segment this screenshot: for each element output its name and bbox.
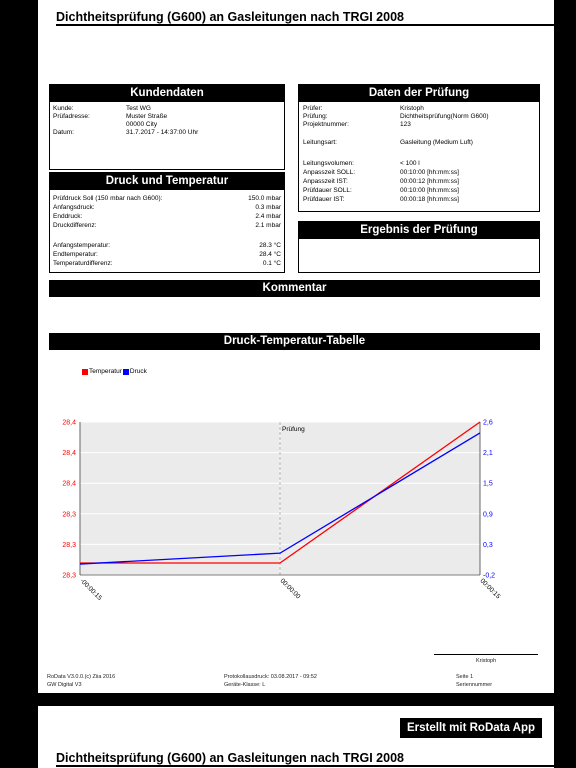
druck-temperatur-chart bbox=[38, 410, 554, 620]
row-value: 28.4 °C bbox=[259, 251, 281, 258]
x-axis-tick-label: 00:00:15 bbox=[478, 577, 502, 601]
daten-pruefung-box bbox=[298, 84, 540, 212]
page2-title-underline bbox=[56, 765, 554, 767]
row-label: Anpasszeit SOLL: bbox=[303, 169, 356, 176]
right-axis-tick-label: 0,9 bbox=[483, 511, 493, 519]
tabelle-heading: Druck-Temperatur-Tabelle bbox=[49, 333, 540, 350]
row-label: Datum: bbox=[53, 129, 74, 136]
kommentar-heading: Kommentar bbox=[49, 280, 540, 297]
row-label: Leitungsvolumen: bbox=[303, 160, 354, 167]
footer-device-class: Geräte-Klasse: L bbox=[224, 682, 266, 688]
row-label: Prüfdruck Soll (150 mbar nach G600): bbox=[53, 195, 163, 202]
row-label: Prüfdauer IST: bbox=[303, 196, 345, 203]
footer-software: RoData V3.0.0.(c) Ziia 2016 bbox=[47, 674, 116, 680]
ergebnis-heading: Ergebnis der Prüfung bbox=[299, 222, 539, 239]
row-label: Anfangsdruck: bbox=[53, 204, 95, 211]
row-value: Kristoph bbox=[400, 105, 424, 112]
row-label: Anpasszeit IST: bbox=[303, 178, 348, 185]
row-value: 31.7.2017 - 14:37:00 Uhr bbox=[126, 129, 199, 136]
footer-serial: Seriennummer bbox=[456, 682, 493, 688]
row-label: Prüfer: bbox=[303, 105, 323, 112]
kundendaten-heading: Kundendaten bbox=[50, 85, 284, 102]
kundendaten-box bbox=[49, 84, 285, 170]
row-value: 28.3 °C bbox=[259, 242, 281, 249]
left-axis-tick-label: 28,3 bbox=[62, 511, 76, 519]
report-page-1 bbox=[38, 0, 554, 693]
left-axis-tick-label: 28,3 bbox=[62, 541, 76, 549]
row-label: Prüfadresse: bbox=[53, 113, 90, 120]
left-axis-tick-label: 28,3 bbox=[62, 572, 76, 580]
right-axis-tick-label: 2,1 bbox=[483, 450, 493, 458]
row-label: Druckdifferenz: bbox=[53, 222, 97, 229]
legend-label-temperatur: Temperatur bbox=[89, 368, 122, 375]
left-axis-tick-label: 28,4 bbox=[62, 480, 76, 488]
signature-line bbox=[434, 654, 538, 655]
row-value: 00:10:00 [hh:mm:ss] bbox=[400, 187, 459, 194]
row-value: 00000 City bbox=[126, 121, 158, 128]
legend-swatch-temperatur bbox=[82, 369, 88, 375]
report-page-2 bbox=[38, 706, 554, 768]
row-value: 0.1 °C bbox=[262, 260, 281, 267]
page2-document-title: Dichtheitsprüfung (G600) an Gasleitungen nach TRGI 2008 bbox=[56, 751, 404, 765]
x-axis-tick-label: -00:00:15 bbox=[78, 577, 103, 602]
pruefung-annotation: Prüfung bbox=[282, 426, 305, 433]
row-value: < 100 l bbox=[400, 160, 420, 167]
right-axis-tick-label: -0,2 bbox=[483, 572, 496, 580]
druck-temperatur-heading: Druck und Temperatur bbox=[50, 173, 284, 190]
row-value: Dichtheitsprüfung(Norm G600) bbox=[400, 113, 489, 120]
row-label: Projektnummer: bbox=[303, 121, 349, 128]
row-value: 2.1 mbar bbox=[255, 222, 281, 229]
left-axis-tick-label: 28,4 bbox=[62, 450, 76, 458]
legend-label-druck: Druck bbox=[129, 368, 147, 375]
row-label: Anfangstemperatur: bbox=[53, 242, 111, 249]
row-value: Gasleitung (Medium Luft) bbox=[400, 139, 473, 146]
row-value: 123 bbox=[400, 121, 411, 128]
left-axis-tick-label: 28,4 bbox=[62, 419, 76, 427]
row-label: Kunde: bbox=[53, 105, 74, 112]
row-value: 2.4 mbar bbox=[255, 213, 281, 220]
row-value: 0.3 mbar bbox=[255, 204, 281, 211]
row-value: Test WG bbox=[126, 105, 151, 112]
row-label: Temperaturdifferenz: bbox=[53, 260, 113, 267]
row-value: 00:00:18 [hh:mm:ss] bbox=[400, 196, 459, 203]
row-label: Prüfdauer SOLL: bbox=[303, 187, 352, 194]
document-title: Dichtheitsprüfung (G600) an Gasleitungen nach TRGI 2008 bbox=[56, 10, 404, 24]
row-value: Muster Straße bbox=[126, 113, 168, 120]
footer-device: GW Digital V3 bbox=[47, 682, 82, 688]
row-value: 00:00:12 [hh:mm:ss] bbox=[400, 178, 459, 185]
right-axis-tick-label: 0,3 bbox=[483, 541, 493, 549]
row-label: Prüfung: bbox=[303, 113, 328, 120]
chart-legend bbox=[82, 368, 147, 375]
title-underline bbox=[56, 24, 554, 26]
ergebnis-box bbox=[298, 221, 540, 273]
row-value: 150.0 mbar bbox=[248, 195, 281, 202]
footer-print-date: Protokollausdruck: 03.08.2017 - 09:52 bbox=[224, 674, 317, 680]
row-label: Enddruck: bbox=[53, 213, 83, 220]
erstellt-mit-rodata-button[interactable]: Erstellt mit RoData App bbox=[400, 718, 542, 738]
row-label: Endtemperatur: bbox=[53, 251, 98, 258]
footer-page: Seite 1 bbox=[456, 674, 474, 680]
x-axis-tick-label: 00:00:00 bbox=[278, 577, 302, 601]
right-axis-tick-label: 1,5 bbox=[483, 480, 493, 488]
daten-pruefung-heading: Daten der Prüfung bbox=[299, 85, 539, 102]
row-value: 00:10:00 [hh:mm:ss] bbox=[400, 169, 459, 176]
right-axis-tick-label: 2,6 bbox=[483, 419, 493, 427]
row-label: Leitungsart: bbox=[303, 139, 337, 146]
druck-temperatur-box bbox=[49, 172, 285, 273]
legend-swatch-druck bbox=[123, 369, 129, 375]
signature-name: Kristoph bbox=[476, 658, 497, 664]
